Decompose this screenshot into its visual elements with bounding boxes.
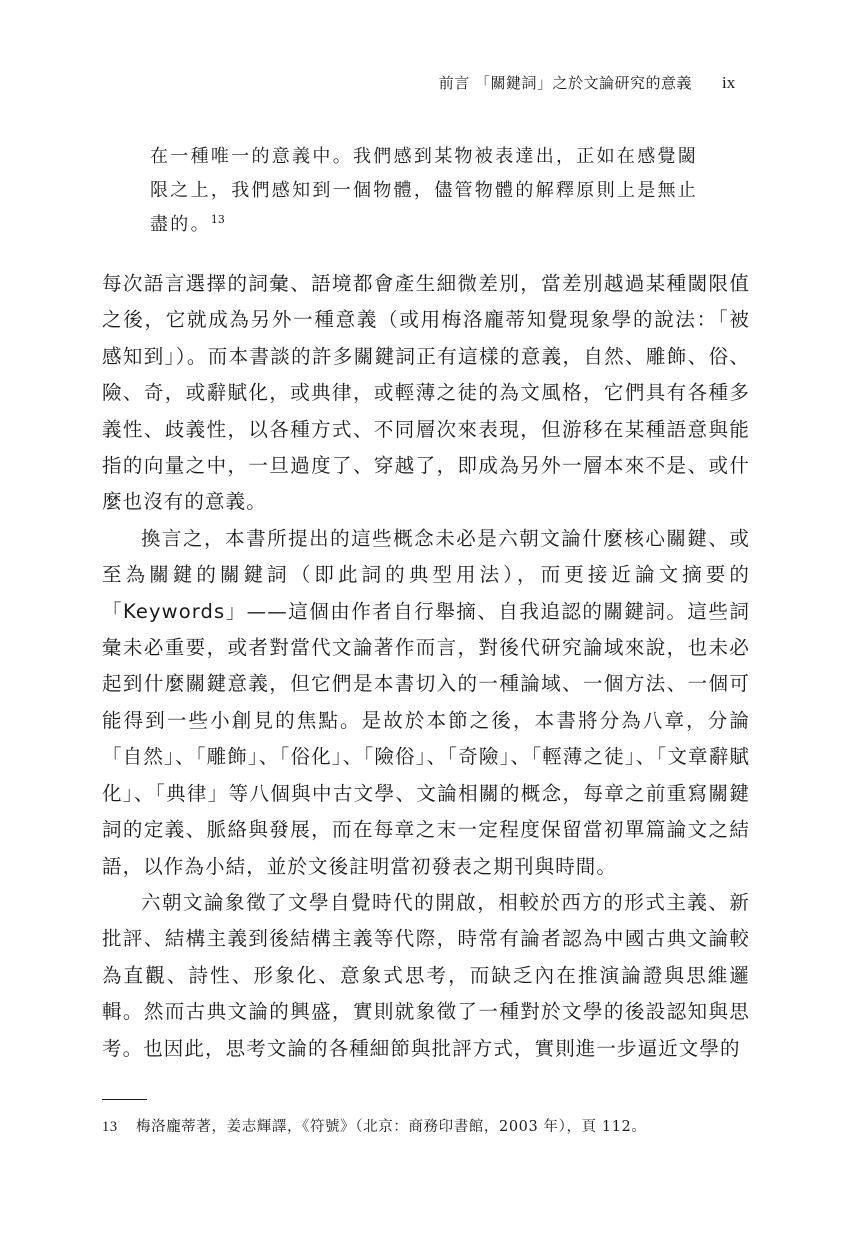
block-quote: [150, 140, 710, 242]
body-text: [102, 266, 750, 1067]
page-number: ix: [722, 73, 736, 92]
paragraph: 換言之，本書所提出的這些概念未必是六朝文論什麼核心關鍵、或至為關鍵的關鍵詞（即此詞的典型用法），而更接近論文摘要的「Keywords」——這個由作者自行舉摘、自我追認的關鍵詞。這些詞彙未必重要，或者對當代文論著作而言，對後代研究論域來說，也未必起到什麼關鍵意義，但它們是本書切入的一種論域、一個方法、一個可能得到一些小創見的焦點。是故於本節之後，本書將分為八章，分論「自然」、「雕飾」、「俗化」、「險俗」、「奇險」、「輕薄之徒」、「文章辭賦化」、「典律」等八個與中古文學、文論相關的概念，每章之前重寫關鍵詞的定義、脈絡與發展，而在每章之末一定程度保留當初單篇論文之結語，以作為小結，並於文後註明當初發表之期刊與時間。: [102, 526, 750, 878]
running-header: [0, 72, 850, 96]
quote-text: 在一種唯一的意義中。我們感到某物被表達出，正如在感覺閾限之上，我們感知到一個物體，儘管物體的解釋原則上是無止盡的。: [150, 146, 699, 235]
paragraph: 每次語言選擇的詞彙、語境都會產生細微差別，當差別越過某種閾限值之後，它就成為另外一種意義（或用梅洛龐蒂知覺現象學的說法：「被感知到」）。而本書談的許多關鍵詞正有這樣的意義，自然、雕飾、俗、險、奇，或辭賦化，或典律，或輕薄之徒的為文風格，它們具有各種多義性、歧義性，以各種方式、不同層次來表現，但游移在某種語意與能指的向量之中，一旦過度了、穿越了，即成為另外一層本來不是、或什麼也沒有的意義。: [102, 272, 750, 514]
footnote-number: 13: [102, 1119, 118, 1135]
quote-paragraph: [150, 140, 710, 242]
footnote-divider: [102, 1099, 147, 1100]
running-title: 前言 「關鍵詞」之於文論研究的意義: [438, 74, 692, 92]
paragraph: 六朝文論象徵了文學自覺時代的開啟，相較於西方的形式主義、新批評、結構主義到後結構主義等代際，時常有論者認為中國古典文論較為直觀、詩性、形象化、意象式思考，而缺乏內在推演論證與思維邏輯。然而古典文論的興盛，實則就象徵了一種對於文學的後設認知與思考。也因此，思考文論的各種細節與批評方式，實則進一步逼近文學的: [102, 890, 750, 1060]
footnote-text: 梅洛龐蒂著，姜志輝譯，《符號》（北京：商務印書館，2003 年），頁 112。: [136, 1119, 647, 1135]
footnote: [102, 1116, 752, 1138]
footnote-reference[interactable]: 13: [210, 213, 225, 226]
